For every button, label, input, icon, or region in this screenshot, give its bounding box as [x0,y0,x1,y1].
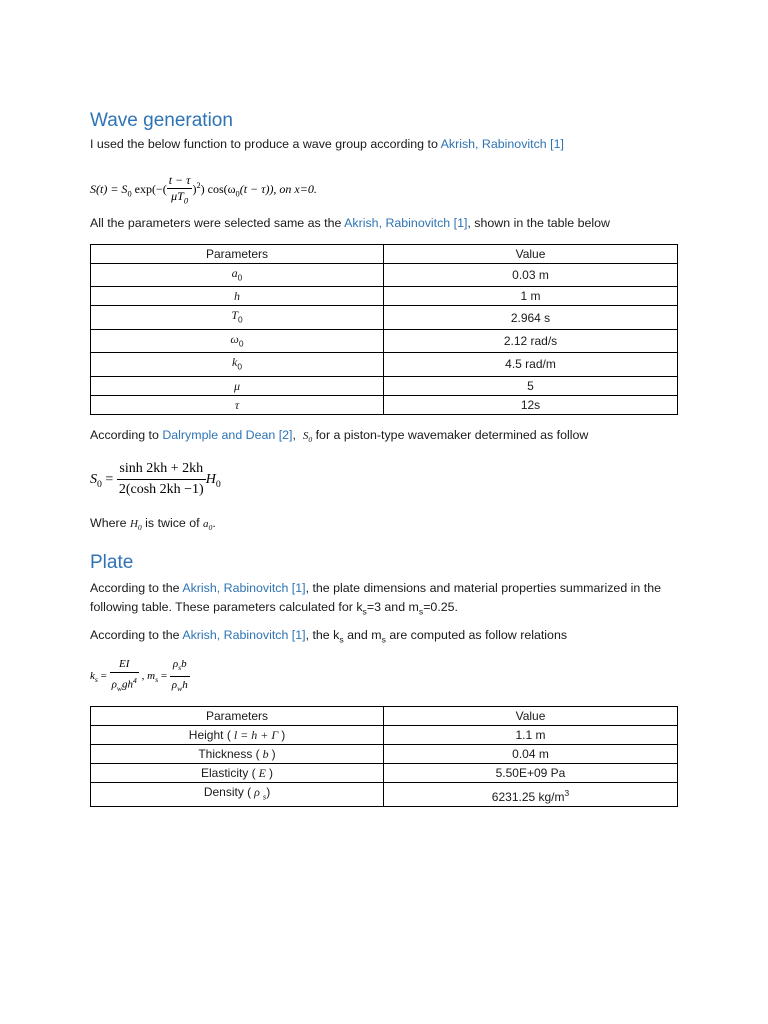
plate-properties-table [90,706,678,807]
value-cell: 0.03 m [384,264,678,287]
parameter-cell: μ [91,376,384,395]
parameter-cell: Height ( l = h + Γ ) [91,726,384,745]
value-cell: 4.5 rad/m [384,353,678,376]
table-row [91,353,678,376]
parameter-cell: $k_0$ [91,353,384,376]
params-paragraph: All the parameters were selected same as the Akrish, Rabinovitch [1], shown in the table below [90,216,611,230]
table-row [91,287,678,306]
table-row [91,329,678,352]
parameter-cell: Thickness ( b ) [91,745,384,764]
s0-equation: $S_0$ = $\frac{\sinh 2kh + 2kh}{2(\cosh 2kh -1)}$ $H_0$ [90,455,221,505]
value-cell: 0.04 m [384,745,678,764]
section-heading-plate: Plate [90,552,134,573]
parameter-cell: $T_0$ [91,306,384,329]
table-header-cell: Value [384,707,678,726]
table-row [91,395,678,414]
intro-paragraph [90,135,680,154]
wave-parameters-table [90,244,678,415]
table-row [91,306,678,329]
table-row [91,764,678,783]
s0-fraction: $\frac{\sinh 2kh + 2kh}{2(\cosh 2kh -1)}$ [118,461,204,498]
parameter-cell: Elasticity ( E ) [91,764,384,783]
parameter-cell: Density ( ρ $_s$) [91,783,384,807]
citation-link[interactable]: Akrish, Rabinovitch [1] [440,137,564,151]
table-header-row [91,707,678,726]
table-header-cell: Parameters [91,707,384,726]
table-row [91,726,678,745]
wave-equation: $S(t) = S_0$ exp(−( $\frac{t - \tau}{\mu T_0}$ )$^2$) $\cos(\omega_0(t - \tau))$, on x=0. [90,166,317,206]
parameter-cell: τ [91,395,384,414]
value-cell: 6231.25 $kg/m^3$ [384,783,678,807]
dalrymple-paragraph: According to Dalrymple and Dean [2], $S_0$ for a piston-type wavemaker determined as follow [90,428,589,445]
table-header-cell: Parameters [91,245,384,264]
table-row [91,783,678,807]
parameter-cell: $\omega_0$ [91,329,384,352]
value-cell: 5 [384,376,678,395]
plate-paragraph-1: According to the Akrish, Rabinovitch [1], the plate dimensions and material properties summarized in the following table. These parameters calculated for $k_s=3$ and $m_s=0.25$. [90,581,661,617]
section-heading-wave-generation: Wave generation [90,110,233,131]
value-cell: 1.1 m [384,726,678,745]
table-row [91,264,678,287]
parameter-cell: h [91,287,384,306]
ks-fraction: $\frac{EI}{\rho_wgh^4}$ [111,658,137,693]
where-paragraph: Where $H_0$ is twice of $a_0$. [90,516,216,533]
value-cell: 2.964 s [384,306,678,329]
equation-fraction: $\frac{t - \tau}{\mu T_0}$ [168,172,191,205]
citation-link[interactable]: Akrish, Rabinovitch [1] [182,581,306,595]
citation-link[interactable]: Dalrymple and Dean [2] [162,428,293,442]
value-cell: 5.50E+09 Pa [384,764,678,783]
plate-paragraph-2: According to the Akrish, Rabinovitch [1], the $k_s$ and $m_s$ are computed as follow relations [90,628,568,645]
table-header-cell: Value [384,245,678,264]
table-header-row [91,245,678,264]
ms-fraction: $\frac{\rho_sb}{\rho_wh}$ [171,657,188,694]
value-cell: 1 m [384,287,678,306]
table-row [91,376,678,395]
ks-ms-equation: $k_s$ = $\frac{EI}{\rho_wgh^4}$ , $m_s$ = $\frac{\rho_sb}{\rho_wh}$ [90,655,190,697]
parameter-cell: $a_0$ [91,264,384,287]
citation-link[interactable]: Akrish, Rabinovitch [1] [182,628,306,642]
table-row [91,745,678,764]
intro-text: I used the below function to produce a wave group according to [90,137,441,151]
value-cell: 2.12 rad/s [384,329,678,352]
value-cell: 12s [384,395,678,414]
citation-link[interactable]: Akrish, Rabinovitch [1] [344,216,468,230]
